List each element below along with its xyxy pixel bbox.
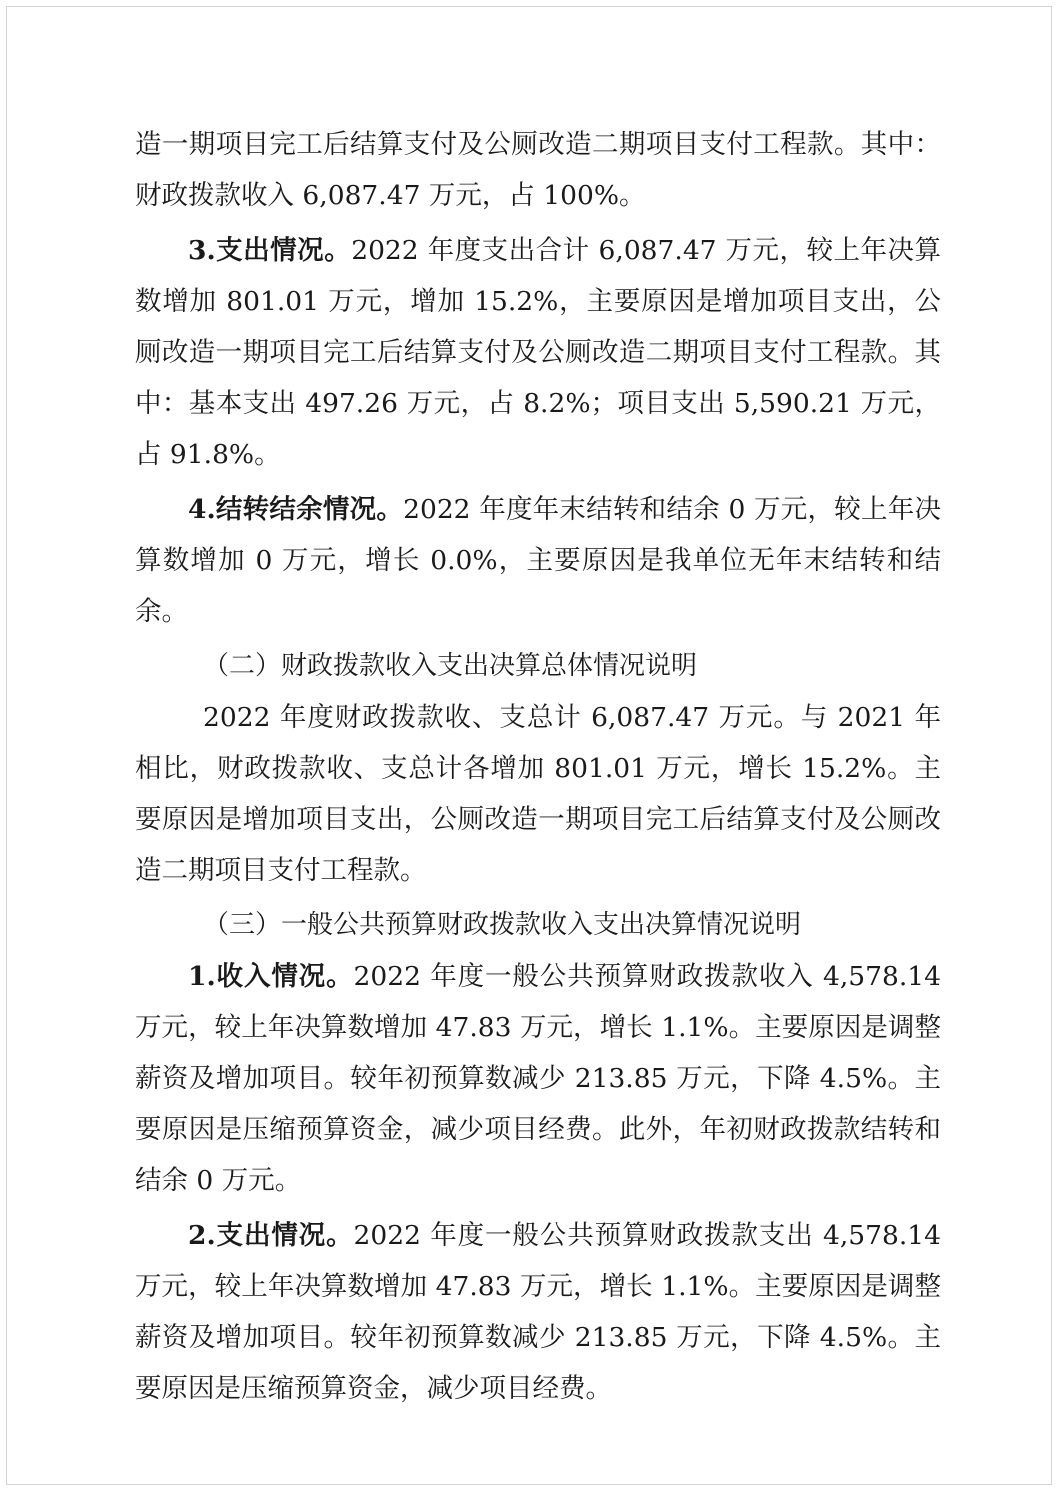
section-label-income: 1.收入情况。 [188,961,354,992]
section-label-general-expenditure: 2.支出情况。 [188,1220,354,1251]
paragraph-expenditure [135,225,941,480]
paragraph-carryover [135,484,941,637]
paragraph-income-continuation: 造一期项目完工后结算支付及公厕改造二期项目支付工程款。其中：财政拨款收入 6,087.47 万元，占 100%。 [135,129,941,211]
paragraph-general-income [135,951,941,1206]
paragraph-general-income-text: 2022 年度一般公共预算财政拨款收入 4,578.14 万元，较上年决算数增加 47.83 万元，增长 1.1%。主要原因是调整薪资及增加项目。较年初预算数减少 213.85 万元，下降 4.5%。主要原因是压缩预算资金，减少项目经费。此外，年初财政拨款结转和结余 0 万元。 [135,961,941,1196]
section-heading-general-budget: （三）一般公共预算财政拨款收入支出决算情况说明 [203,910,802,940]
document-page [6,6,1052,1485]
paragraph-fiscal-total: 2022 年度财政拨款收、支总计 6,087.47 万元。与 2021 年相比，财政拨款收、支总计各增加 801.01 万元，增长 15.2%。主要原因是增加项目支出，公厕改造一期项目完工后结算支付及公厕改造二期项目支付工程款。 [135,702,941,886]
paragraph-carryover-text: 2022 年度年末结转和结余 0 万元，较上年决算数增加 0 万元，增长 0.0%，主要原因是我单位无年末结转和结余。 [135,494,941,627]
paragraph-general-expenditure-text: 2022 年度一般公共预算财政拨款支出 4,578.14 万元，较上年决算数增加 47.83 万元，增长 1.1%。主要原因是调整薪资及增加项目。较年初预算数减少 213.85 万元，下降 4.5%。主要原因是压缩预算资金，减少项目经费。 [135,1220,941,1404]
document-body [135,119,941,1414]
paragraph-general-expenditure [135,1210,941,1414]
section-heading-fiscal-total: （二）财政拨款收入支出决算总体情况说明 [203,651,698,681]
section-label-carryover: 4.结转结余情况。 [188,494,404,525]
paragraph-expenditure-text: 2022 年度支出合计 6,087.47 万元，较上年决算数增加 801.01 万元，增加 15.2%，主要原因是增加项目支出，公厕改造一期项目完工后结算支付及公厕改造二期项目支付工程款。其中：基本支出 497.26 万元，占 8.2%；项目支出 5,590.21 万元，占 91.8%。 [135,235,942,470]
section-label-expenditure: 3.支出情况。 [188,235,352,266]
